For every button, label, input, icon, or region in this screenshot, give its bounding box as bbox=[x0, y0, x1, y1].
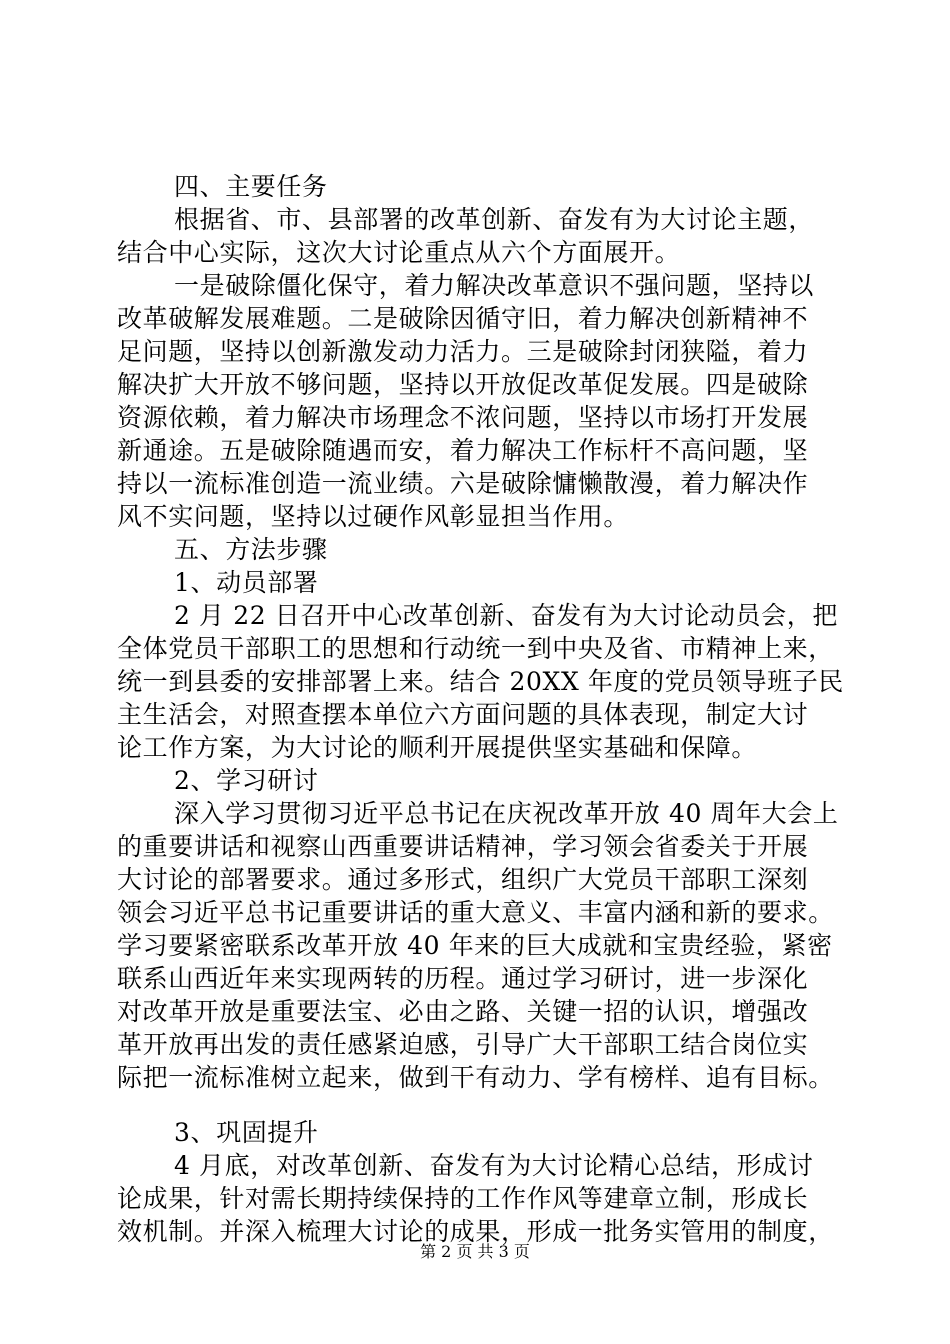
paragraph-line: 效机制。并深入梳理大讨论的成果，形成一批务实管用的制度， bbox=[117, 1217, 834, 1246]
paragraph-line: 论工作方案，为大讨论的顺利开展提供坚实基础和保障。 bbox=[117, 733, 758, 762]
paragraph-line: 的重要讲话和视察山西重要讲话精神，学习领会省委关于开展 bbox=[117, 832, 809, 861]
page-footer: 第 2 页 共 3 页 bbox=[420, 1242, 530, 1261]
paragraph-line: 主生活会，对照查摆本单位六方面问题的具体表现，制定大讨 bbox=[117, 700, 809, 729]
paragraph-line: 足问题，坚持以创新激发动力活力。三是破除封闭狭隘，着力 bbox=[117, 337, 809, 366]
paragraph-line: 解决扩大开放不够问题，坚持以开放促改革促发展。四是破除 bbox=[117, 370, 809, 399]
paragraph-line: 风不实问题，坚持以过硬作风彰显担当作用。 bbox=[117, 502, 630, 531]
paragraph-line: 4 月底，对改革创新、奋发有为大讨论精心总结，形成讨 bbox=[174, 1151, 814, 1180]
paragraph-line: 资源依赖，着力解决市场理念不浓问题，坚持以市场打开发展 bbox=[117, 403, 809, 432]
paragraph-line: 深入学习贯彻习近平总书记在庆祝改革开放 40 周年大会上 bbox=[174, 799, 839, 828]
paragraph-line: 学习要紧密联系改革开放 40 年来的巨大成就和宝贵经验，紧密 bbox=[117, 931, 833, 960]
section-heading-methods: 五、方法步骤 bbox=[174, 535, 328, 564]
paragraph-line: 改革破解发展难题。二是破除因循守旧，着力解决创新精神不 bbox=[117, 304, 809, 333]
paragraph-line: 际把一流标准树立起来，做到干有动力、学有榜样、追有目标。 bbox=[117, 1063, 834, 1092]
paragraph-line: 持以一流标准创造一流业绩。六是破除慵懒散漫，着力解决作 bbox=[117, 469, 809, 498]
paragraph-line: 大讨论的部署要求。通过多形式，组织广大党员干部职工深刻 bbox=[117, 865, 809, 894]
section-heading-main-tasks: 四、主要任务 bbox=[174, 172, 328, 201]
paragraph-line: 统一到县委的安排部署上来。结合 20XX 年度的党员领导班子民 bbox=[117, 667, 844, 696]
paragraph-line: 2 月 22 日召开中心改革创新、奋发有为大讨论动员会，把 bbox=[174, 601, 838, 630]
paragraph-line: 全体党员干部职工的思想和行动统一到中央及省、市精神上来， bbox=[117, 634, 834, 663]
subsection-heading-study: 2、学习研讨 bbox=[174, 766, 319, 795]
paragraph-line: 联系山西近年来实现两转的历程。通过学习研讨，进一步深化 bbox=[117, 964, 809, 993]
paragraph-line: 领会习近平总书记重要讲话的重大意义、丰富内涵和新的要求。 bbox=[117, 898, 834, 927]
paragraph-line: 结合中心实际，这次大讨论重点从六个方面展开。 bbox=[117, 238, 681, 267]
paragraph-line: 论成果，针对需长期持续保持的工作作风等建章立制，形成长 bbox=[117, 1184, 809, 1213]
subsection-heading-consolidate: 3、巩固提升 bbox=[174, 1118, 319, 1147]
paragraph-line: 一是破除僵化保守，着力解决改革意识不强问题，坚持以 bbox=[174, 271, 815, 300]
paragraph-line: 革开放再出发的责任感紧迫感，引导广大干部职工结合岗位实 bbox=[117, 1030, 809, 1059]
subsection-heading-mobilization: 1、动员部署 bbox=[174, 568, 319, 597]
paragraph-line: 新通途。五是破除随遇而安，着力解决工作标杆不高问题，坚 bbox=[117, 436, 809, 465]
paragraph-line: 对改革开放是重要法宝、必由之路、关键一招的认识，增强改 bbox=[117, 997, 809, 1026]
paragraph-line: 根据省、市、县部署的改革创新、奋发有为大讨论主题， bbox=[174, 205, 815, 234]
